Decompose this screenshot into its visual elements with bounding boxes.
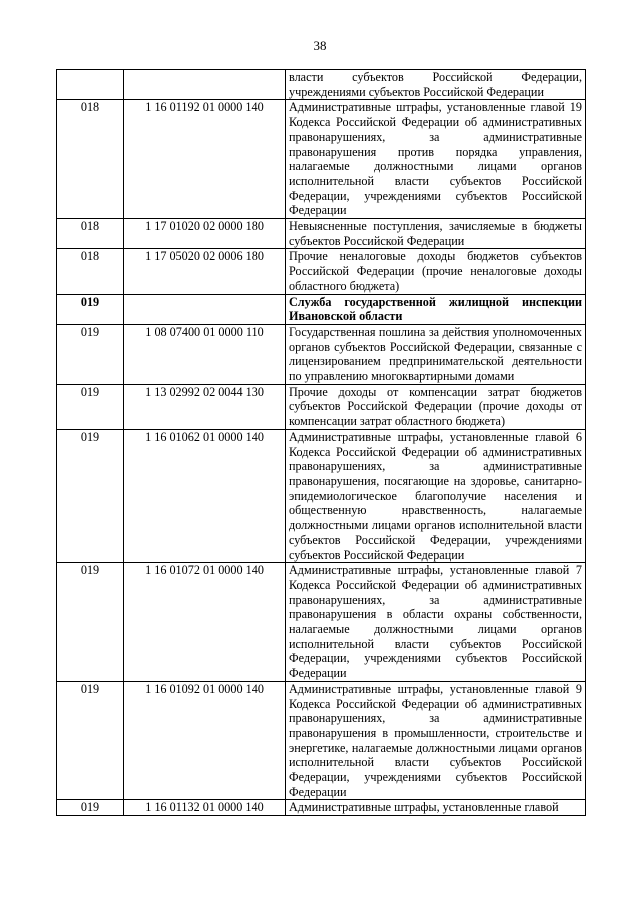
- revenue-description-cell: Административные штрафы, установленные главой 6 Кодекса Российской Федерации об административных правонарушениях, за административные правонарушения, посягающие на здоровье, санитарно-эпидемиологическое благополучие населения и общественную нравственность, налагаемые должностными лицами органов исполнительной власти субъектов Российской Федерации, учреждениями субъектов Российской Федерации: [286, 429, 586, 562]
- table-row: [57, 384, 586, 429]
- administrator-code-cell: 019: [57, 681, 124, 800]
- administrator-code-cell: 019: [57, 800, 124, 816]
- budget-classification-code-cell: 1 16 01092 01 0000 140: [124, 681, 286, 800]
- revenue-description-cell: власти субъектов Российской Федерации, учреждениями субъектов Российской Федерации: [286, 70, 586, 100]
- administrator-code-cell: 018: [57, 219, 124, 249]
- budget-classification-code-cell: 1 16 01132 01 0000 140: [124, 800, 286, 816]
- administrator-code-cell: 019: [57, 429, 124, 562]
- administrator-code-cell: 019: [57, 294, 124, 324]
- revenue-description-cell: Административные штрафы, установленные главой 9 Кодекса Российской Федерации об административных правонарушениях, за административные правонарушения в промышленности, строительстве и энергетике, налагаемые должностными лицами органов исполнительной власти субъектов Российской Федерации, учреждениями субъектов Российской Федерации: [286, 681, 586, 800]
- revenue-description-cell: Административные штрафы, установленные главой 19 Кодекса Российской Федерации об административных правонарушениях, за административные правонарушения против порядка управления, налагаемые должностными лицами органов исполнительной власти субъектов Российской Федерации, учреждениями субъектов Российской Федерации: [286, 100, 586, 219]
- section-header-row: [57, 294, 586, 324]
- administrator-code-cell: 019: [57, 384, 124, 429]
- table-row: [57, 219, 586, 249]
- table-row: [57, 429, 586, 562]
- revenue-description-cell: Административные штрафы, установленные главой: [286, 800, 586, 816]
- table-row: [57, 100, 586, 219]
- budget-classification-code-cell: 1 17 01020 02 0000 180: [124, 219, 286, 249]
- table-row: [57, 324, 586, 384]
- table-row: [57, 563, 586, 682]
- administrator-code-cell: 018: [57, 249, 124, 294]
- revenue-description-cell: Государственная пошлина за действия уполномоченных органов субъектов Российской Федерации, связанные с лицензированием предпринимательской деятельности по управлению многоквартирными домами: [286, 324, 586, 384]
- budget-classification-code-cell: 1 17 05020 02 0006 180: [124, 249, 286, 294]
- budget-classification-code-cell: 1 16 01072 01 0000 140: [124, 563, 286, 682]
- table-row: [57, 70, 586, 100]
- table-body: [57, 70, 586, 816]
- budget-classification-code-cell: 1 16 01062 01 0000 140: [124, 429, 286, 562]
- administrator-code-cell: 018: [57, 100, 124, 219]
- page-number: 38: [313, 38, 327, 53]
- budget-classification-code-cell: [124, 294, 286, 324]
- administrator-code-cell: [57, 70, 124, 100]
- revenue-code-table: [56, 69, 586, 816]
- revenue-description-cell: Невыясненные поступления, зачисляемые в бюджеты субъектов Российской Федерации: [286, 219, 586, 249]
- budget-classification-code-cell: 1 08 07400 01 0000 110: [124, 324, 286, 384]
- budget-classification-code-cell: 1 13 02992 02 0044 130: [124, 384, 286, 429]
- table-row: [57, 800, 586, 816]
- administrator-code-cell: 019: [57, 324, 124, 384]
- table-row: [57, 249, 586, 294]
- administrator-code-cell: 019: [57, 563, 124, 682]
- revenue-description-cell: Прочие неналоговые доходы бюджетов субъектов Российской Федерации (прочие неналоговые доходы областного бюджета): [286, 249, 586, 294]
- table-row: [57, 681, 586, 800]
- budget-classification-code-cell: [124, 70, 286, 100]
- budget-classification-code-cell: 1 16 01192 01 0000 140: [124, 100, 286, 219]
- revenue-description-cell: Служба государственной жилищной инспекции Ивановской области: [286, 294, 586, 324]
- revenue-description-cell: Прочие доходы от компенсации затрат бюджетов субъектов Российской Федерации (прочие доходы от компенсации затрат областного бюджета): [286, 384, 586, 429]
- revenue-description-cell: Административные штрафы, установленные главой 7 Кодекса Российской Федерации об административных правонарушениях, за административные правонарушения в области охраны собственности, налагаемые должностными лицами органов исполнительной власти субъектов Российской Федерации, учреждениями субъектов Российской Федерации: [286, 563, 586, 682]
